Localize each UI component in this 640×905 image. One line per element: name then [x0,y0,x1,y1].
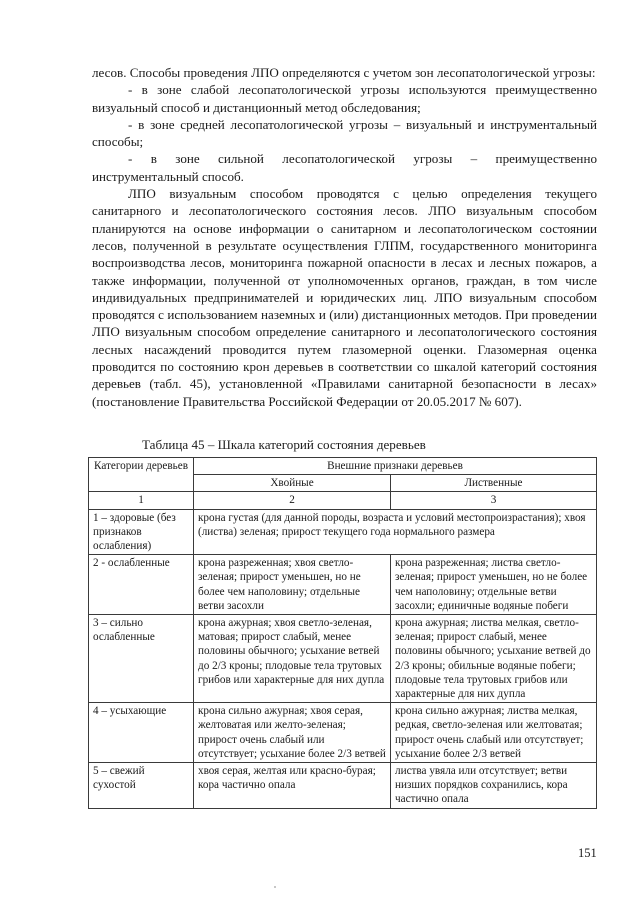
tree-condition-table [88,457,597,809]
table-row [89,555,597,615]
list-item-weak-threat: - в зоне слабой лесопатологической угрозы используются преимущественно визуальный способ и дистанционный метод обследования; [92,82,597,115]
coniferous-cell: крона ажурная; хвоя светло-зеленая, матовая; прирост слабый, менее половины обычного; усыхание ветвей до 2/3 кроны; плодовые тела трутовых грибов или характерные для них дупла [194,615,391,703]
scan-artifact-dot [274,886,276,888]
body-text [92,64,597,410]
column-number: 1 [89,492,194,509]
header-deciduous: Лиственные [391,475,597,492]
header-categories: Категории деревьев [89,458,194,492]
list-item-medium-threat: - в зоне средней лесопатологической угрозы – визуальный и инструментальный способы; [92,116,597,150]
deciduous-cell: крона сильно ажурная; листва мелкая, редкая, светло-зеленая или желтоватая; прирост очень слабый или отсутствует; усыхание более 2/3 ветвей [391,703,597,763]
deciduous-cell: листва увяла или отсутствует; ветви низших порядков сохранились, кора частично опала [391,763,597,809]
table-number-row [89,492,597,509]
category-cell: 2 - ослабленные [89,555,194,615]
signs-merged-cell: крона густая (для данной породы, возраста и условий местопроизрастания); хвоя (листва) зеленая; прирост текущего года нормального размера [194,509,597,555]
table-row [89,763,597,809]
paragraph-intro: лесов. Способы проведения ЛПО определяются с учетом зон лесопатологической угрозы: [92,65,596,80]
list-item-strong-threat: - в зоне сильной лесопатологической угрозы – преимущественно инструментальный способ. [92,151,597,184]
category-cell: 1 – здоровые (без признаков ослабления) [89,509,194,555]
category-cell: 3 – сильно ослабленные [89,615,194,703]
coniferous-cell: хвоя серая, желтая или красно-бурая; кора частично опала [194,763,391,809]
table-caption: Таблица 45 – Шкала категорий состояния деревьев [142,437,426,452]
coniferous-cell: крона разреженная; хвоя светло-зеленая; прирост уменьшен, но не более чем наполовину; отдельные ветви засохли [194,555,391,615]
header-coniferous: Хвойные [194,475,391,492]
column-number: 3 [391,492,597,509]
table-row [89,509,597,555]
table-row [89,615,597,703]
category-cell: 5 – свежий сухостой [89,763,194,809]
header-external-signs: Внешние признаки деревьев [194,458,597,475]
table-row [89,703,597,763]
deciduous-cell: крона ажурная; листва мелкая, светло-зеленая; прирост слабый, менее половины обычного; усыхание ветвей до 2/3 кроны; обильные водяные побеги; плодовые тела трутовых грибов или характерные для них дупла [391,615,597,703]
category-cell: 4 – усыхающие [89,703,194,763]
column-number: 2 [194,492,391,509]
page-number: 151 [578,846,597,860]
coniferous-cell: крона сильно ажурная; хвоя серая, желтоватая или желто-зеленая; прирост очень слабый или отсутствует; усыхание более 2/3 ветвей [194,703,391,763]
table-header-row [89,458,597,475]
paragraph-visual-method: ЛПО визуальным способом проводятся с целью определения текущего санитарного и лесопатологического состояния лесов. ЛПО визуальным способом планируются на основе информации о санитарном и лесопатологическом состоянии лесов, полученной в результате осуществления ГЛПМ, государственного мониторинга воспроизводства лесов, мониторинга пожарной опасности в лесах и лесных пожаров, а также информации, полученной от уполномоченных органов, граждан, в том числе индивидуальных предпринимателей и юридических лиц. ЛПО визуальным способом проводятся с использованием наземных и (или) дистанционных методов. При проведении ЛПО визуальным способом определение санитарного и лесопатологического состояния лесных насаждений проводится путем глазомерной оценки. Глазомерная оценка проводится по состоянию крон деревьев в соответствии со шкалой категорий состояния деревьев (табл. 45), установленной «Правилами санитарной безопасности в лесах» (постановление Правительства Российской Федерации от 20.05.2017 № 607). [92,186,597,409]
deciduous-cell: крона разреженная; листва светло-зеленая; прирост уменьшен, но не более чем наполовину; отдельные ветви засохли; единичные водяные побеги [391,555,597,615]
